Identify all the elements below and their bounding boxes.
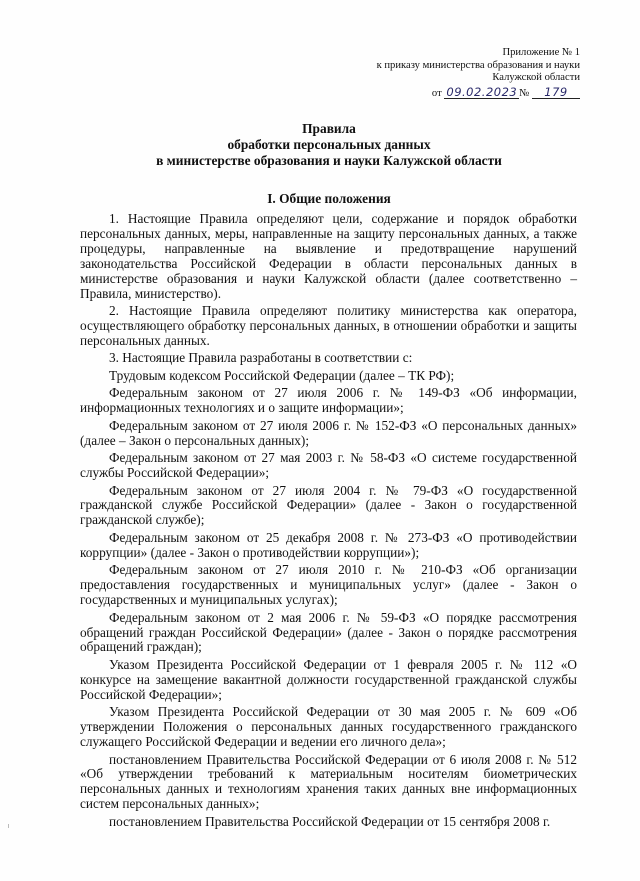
from-label: от [431,87,442,99]
scan-margin-mark [8,824,13,828]
list-item-law-210: Федеральным законом от 27 июля 2010 г. № 210-ФЗ «Об организации предоставления государственных и муниципальных услуг» (далее - Закон о государственных и муниципальных услугах); [80,562,577,608]
list-item-law-79: Федеральным законом от 27 июля 2004 г. № 79-ФЗ «О государственной гражданской службе Российской Федерации» (далее - Закон о государственной гражданской службе); [80,482,577,528]
list-item-law-273: Федеральным законом от 25 декабря 2008 г. № 273-ФЗ «О противодействии коррупции» (далее - Закон о противодействии коррупции»); [80,529,577,560]
title-line-3: в министерстве образования и науки Калужской области [156,153,502,168]
handwritten-number: 179 [532,86,580,100]
list-item-law-152: Федеральным законом от 27 июля 2006 г. № 152-ФЗ «О персональных данных» (далее – Закон о персональных данных); [80,417,577,448]
list-item-resolution-sept-2008: постановлением Правительства Российской Федерации от 15 сентября 2008 г. [109,813,551,829]
list-item-law-59: Федеральным законом от 2 мая 2006 г. № 59-ФЗ «О порядке рассмотрения обращений граждан Российской Федерации» (далее - Закон о порядке рассмотрения обращений граждан); [80,609,577,655]
approval-date-line [340,86,580,101]
section-heading: I. Общие положения [267,191,391,206]
list-item-law-58: Федеральным законом от 27 мая 2003 г. № 58-ФЗ «О системе государственной службы Российской Федерации»; [80,450,577,481]
document-title [40,121,618,169]
handwritten-date: 09.02.2023 [446,84,518,99]
list-item-resolution-512: постановлением Правительства Российской Федерации от 6 июля 2008 г. № 512 «Об утверждении требований к материальным носителям биометрических персональных данных и технологиям хранения таких данных вне информационных систем персональных данных»; [80,751,577,812]
list-item-decree-609: Указом Президента Российской Федерации от 30 мая 2005 г. № 609 «Об утверждении Положения о персональных данных государственного гражданского служащего Российской Федерации и ведении его личного дела»; [80,704,577,750]
paragraph-2: 2. Настоящие Правила определяют политику министерства как оператора, осуществляющего обработку персональных данных, в отношении обработки и защиты персональных данных. [80,303,577,348]
approval-region: Калужской области [492,72,580,84]
document-body [80,212,577,832]
title-line-2: обработки персональных данных [227,137,431,152]
approval-order-reference: к приказу министерства образования и науки [376,59,580,71]
number-label: № [519,87,530,99]
paragraph-3: 3. Настоящие Правила разработаны в соответствии с: [109,350,413,366]
paragraph-1: 1. Настоящие Правила определяют цели, содержание и порядок обработки персональных данных, меры, направленные на защиту персональных данных, а также процедуры, направленные на выявление и предотвращение нарушений законодательства Российской Федерации в области персональных данных в министерстве образования и науки Калужской области (далее соответственно – Правила, министерство). [80,211,577,301]
list-item-law-149: Федеральным законом от 27 июля 2006 г. № 149-ФЗ «Об информации, информационных технологиях и о защите информации»; [80,385,577,416]
list-item-decree-112: Указом Президента Российской Федерации от 1 февраля 2005 г. № 112 «О конкурсе на замещение вакантной должности государственной гражданской службы Российской Федерации»; [80,656,577,702]
list-item-labor-code: Трудовым кодексом Российской Федерации (далее – ТК РФ); [109,367,455,383]
approval-appendix-number: Приложение № 1 [502,47,580,58]
approval-block [340,47,580,100]
title-line-1: Правила [302,121,356,136]
